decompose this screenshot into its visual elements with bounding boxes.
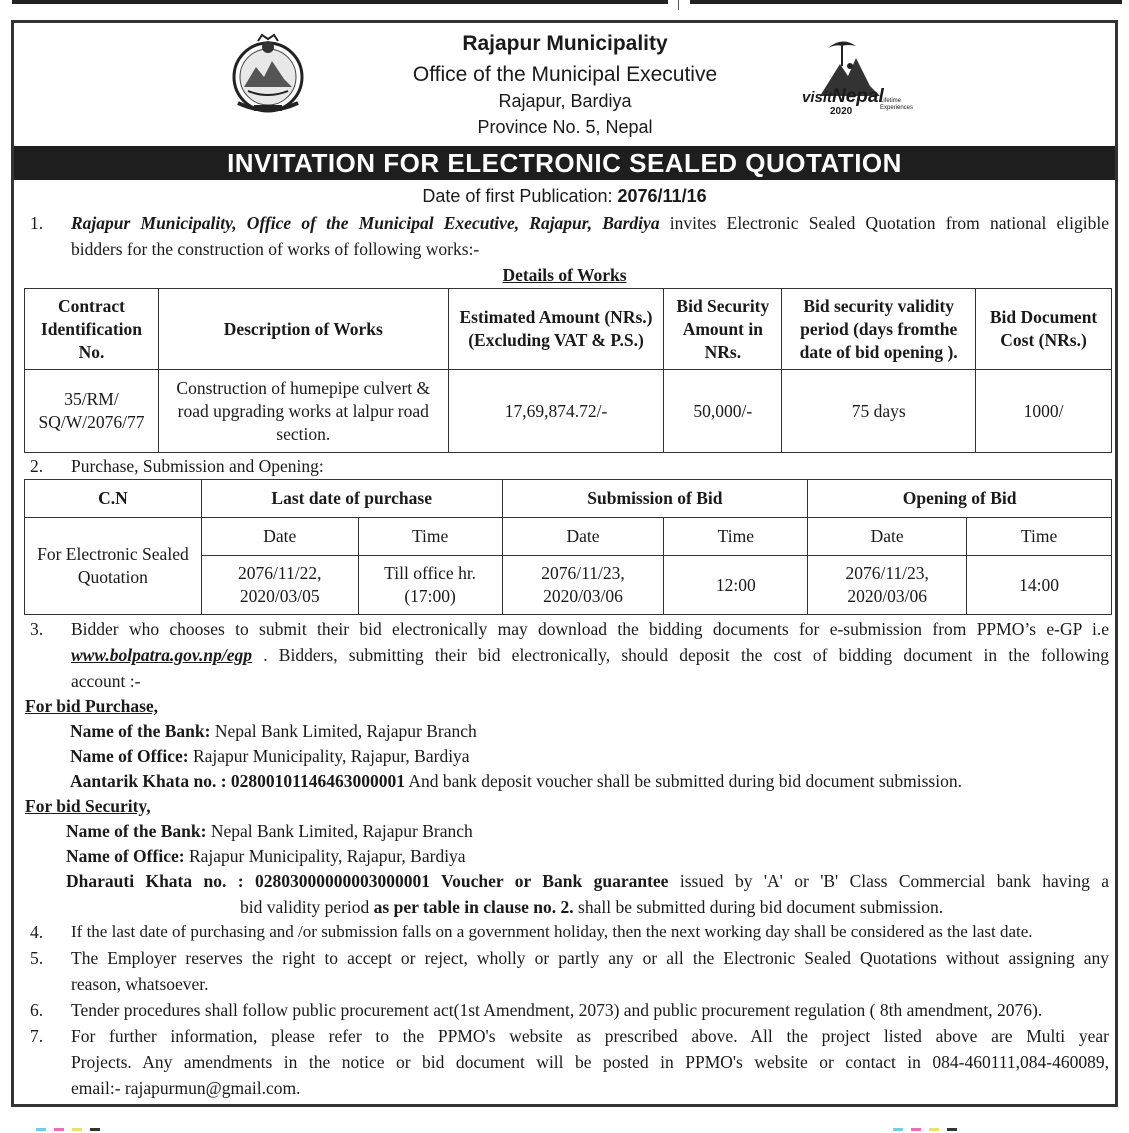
- schedule-header-purchase: Last date of purchase: [201, 480, 502, 518]
- schedule-sub-time: Time: [664, 518, 808, 556]
- nepal-emblem-logo: [228, 33, 308, 119]
- works-header-description: Description of Works: [158, 289, 448, 370]
- table-row: [25, 370, 1112, 453]
- item-5-line-1: The Employer reserves the right to accept or reject, wholly or partly any or all the Electronic Sealed Quotations without assigning any: [71, 948, 1109, 968]
- works-cell-validity: 75 days: [782, 370, 976, 453]
- item-4-text: If the last date of purchasing and /or submission falls on a government holiday, then the next working day shall be considered as the last date.: [71, 922, 1033, 941]
- office-name: Office of the Municipal Executive: [412, 63, 718, 86]
- bid-security-title: For bid Security,: [25, 796, 151, 816]
- works-table: [24, 288, 1112, 453]
- registration-mark-yellow: [929, 1128, 939, 1131]
- khata-rest: issued by 'A' or 'B' Class Commercial bank having a: [668, 871, 1109, 891]
- address-line-1: Rajapur, Bardiya: [498, 91, 632, 111]
- bid-security-khata: [66, 868, 1109, 894]
- khata-rest: And bank deposit voucher shall be submitted during bid document submission.: [404, 771, 962, 791]
- top-rule-left: [12, 0, 668, 4]
- item-3-number: 3.: [30, 619, 44, 639]
- item-4-number: 4.: [30, 922, 44, 942]
- top-rule-right: [690, 0, 1122, 4]
- item-6-text: Tender procedures shall follow public procurement act(1st Amendment, 2073) and public procurement regulation ( 8th amendment, 2076).: [71, 1000, 1043, 1020]
- validity-text: bid validity period: [240, 897, 374, 917]
- works-cell-contract-id: 35/RM/ SQ/W/2076/77: [25, 370, 159, 453]
- item-1-text-a: invites Electronic Sealed Quotation from national eligible: [659, 213, 1109, 233]
- schedule-submission-date: 2076/11/23, 2020/03/06: [502, 556, 664, 615]
- item-5-number: 5.: [30, 948, 44, 968]
- office-value: Rajapur Municipality, Rajapur, Bardiya: [184, 846, 466, 866]
- schedule-sub-date: Date: [808, 518, 967, 556]
- works-header-validity: Bid security validity period (days fromthe date of bid opening ).: [782, 289, 976, 370]
- validity-rest: shall be submitted during bid document submission.: [573, 897, 944, 917]
- registration-mark-cyan: [893, 1128, 903, 1131]
- item-3-line-2: . Bidders, submitting their bid electronically, should deposit the cost of bidding document in the following: [252, 645, 1109, 665]
- item-7-line-3: email:- rajapurmun@gmail.com.: [71, 1078, 301, 1098]
- schedule-submission-time: 12:00: [664, 556, 808, 615]
- works-cell-estimated-amount: 17,69,874.72/-: [448, 370, 664, 453]
- works-cell-doc-cost: 1000/: [976, 370, 1112, 453]
- item-3-line-1: Bidder who chooses to submit their bid electronically may download the bidding documents for e-submission from PPMO’s e-GP i.e: [71, 619, 1109, 639]
- registration-mark-yellow: [72, 1128, 82, 1131]
- item-1-text: [71, 210, 1109, 262]
- item-1-org: Rajapur Municipality, Office of the Municipal Executive, Rajapur, Bardiya: [71, 213, 660, 233]
- schedule-sub-date: Date: [201, 518, 358, 556]
- registration-mark-magenta: [54, 1128, 64, 1131]
- item-1-text-b: bidders for the construction of works of following works:-: [71, 239, 480, 259]
- address-line-2: Province No. 5, Nepal: [477, 117, 653, 137]
- bid-purchase-khata: [70, 768, 962, 794]
- works-header-doc-cost: Bid Document Cost (NRs.): [976, 289, 1112, 370]
- works-header-contract-id: Contract Identification No.: [25, 289, 159, 370]
- item-2-number: 2.: [30, 456, 44, 476]
- works-cell-description: Construction of humepipe culvert & road upgrading works at lalpur road section.: [158, 370, 448, 453]
- works-header-estimated-amount: Estimated Amount (NRs.) (Excluding VAT & P.S.): [448, 289, 664, 370]
- bank-value: Nepal Bank Limited, Rajapur Branch: [210, 721, 477, 741]
- bid-security-bank: [66, 818, 473, 844]
- clause-ref: as per table in clause no. 2.: [373, 897, 574, 917]
- works-cell-bid-security: 50,000/-: [664, 370, 782, 453]
- schedule-purchase-time: Till office hr. (17:00): [358, 556, 502, 615]
- registration-mark-magenta: [911, 1128, 921, 1131]
- bid-purchase-office: [70, 743, 470, 769]
- office-value: Rajapur Municipality, Rajapur, Bardiya: [188, 746, 470, 766]
- ppmo-link[interactable]: www.bolpatra.gov.np/egp: [71, 645, 253, 665]
- bank-label: Name of the Bank:: [70, 721, 211, 741]
- item-3-line-3: account :-: [71, 671, 141, 691]
- publication-date-value: 2076/11/16: [617, 186, 707, 206]
- logo-visit-text: visit: [802, 89, 833, 106]
- logo-year-text: 2020: [830, 106, 853, 117]
- schedule-sub-time: Time: [358, 518, 502, 556]
- office-label: Name of Office:: [66, 846, 185, 866]
- schedule-header-opening: Opening of Bid: [808, 480, 1112, 518]
- publication-label: Date of first Publication:: [422, 186, 613, 206]
- schedule-sub-date: Date: [502, 518, 664, 556]
- khata-label: Dharauti Khata no. : 02803000000003000001 Voucher or Bank guarantee: [66, 871, 669, 891]
- logo-tag2: Experiences: [880, 105, 914, 111]
- item-7-number: 7.: [30, 1026, 44, 1046]
- item-5-line-2: reason, whatsoever.: [71, 974, 209, 994]
- item-7-line-1: For further information, please refer to the PPMO's website as prescribed above. All the project listed above are Multi year: [71, 1026, 1109, 1046]
- item-1-number: 1.: [30, 213, 44, 233]
- publication-date: [0, 186, 1129, 207]
- schedule-sub-time: Time: [967, 518, 1112, 556]
- schedule-table: [24, 479, 1112, 615]
- schedule-row-label: For Electronic Sealed Quotation: [25, 518, 202, 615]
- registration-mark-cyan: [36, 1128, 46, 1131]
- schedule-header-cn: C.N: [25, 480, 202, 518]
- bank-label: Name of the Bank:: [66, 821, 207, 841]
- schedule-purchase-date: 2076/11/22, 2020/03/05: [201, 556, 358, 615]
- khata-label: Aantarik Khata no. : 02800101146463000001: [70, 771, 405, 791]
- bid-purchase-bank: [70, 718, 477, 744]
- item-7-line-2: Projects. Any amendments in the notice or bid document will be posted in PPMO's website or contact in 084-460111,084-460089,: [71, 1052, 1109, 1072]
- schedule-header-submission: Submission of Bid: [502, 480, 808, 518]
- item-2-text: Purchase, Submission and Opening:: [71, 456, 324, 476]
- registration-mark-black: [90, 1128, 100, 1131]
- item-6-number: 6.: [30, 1000, 44, 1020]
- bid-purchase-title: For bid Purchase,: [25, 696, 159, 716]
- bid-security-office: [66, 843, 466, 869]
- logo-nepal-text: Nepal: [832, 86, 884, 107]
- schedule-opening-time: 14:00: [967, 556, 1112, 615]
- works-title: Details of Works: [502, 265, 627, 285]
- notice-title-banner: INVITATION FOR ELECTRONIC SEALED QUOTATION: [14, 146, 1115, 180]
- org-name: Rajapur Municipality: [462, 32, 668, 55]
- top-rule-gap: [678, 0, 679, 10]
- registration-mark-black: [947, 1128, 957, 1131]
- schedule-opening-date: 2076/11/23, 2020/03/06: [808, 556, 967, 615]
- office-label: Name of Office:: [70, 746, 189, 766]
- bank-value: Nepal Bank Limited, Rajapur Branch: [206, 821, 473, 841]
- works-header-bid-security: Bid Security Amount in NRs.: [664, 289, 782, 370]
- bid-security-line-2: [240, 894, 943, 920]
- logo-tag1: Lifetime: [880, 98, 902, 104]
